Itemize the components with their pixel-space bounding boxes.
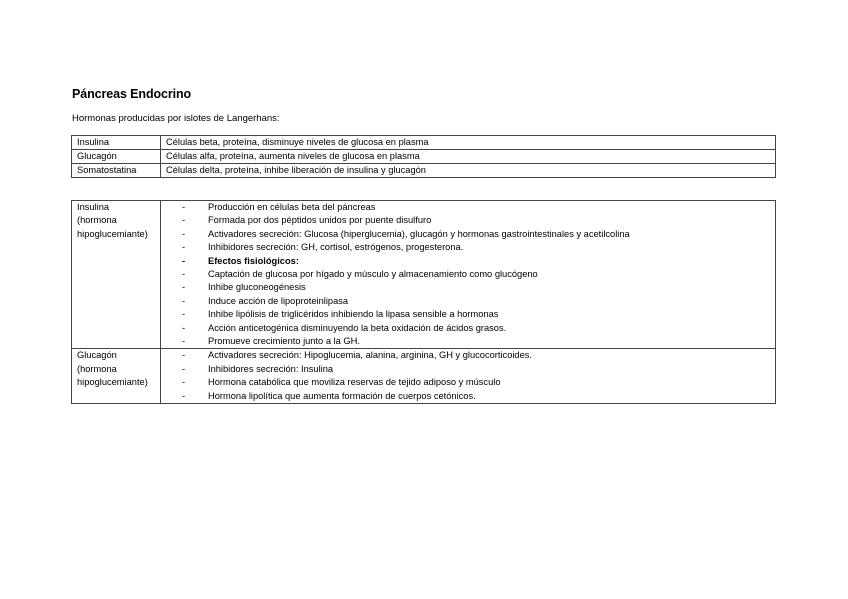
hormone-details-cell bbox=[161, 201, 776, 349]
hormone-name-line: Glucagón bbox=[77, 350, 117, 361]
list-item: - Acción anticetogénica disminuyendo la beta oxidación de ácidos grasos. bbox=[182, 322, 770, 335]
list-item: - Activadores secreción: Glucosa (hiperglucemia), glucagón y hormonas gastrointestinales y acetilcolina bbox=[182, 228, 770, 241]
list-item: - Hormona catabólica que moviliza reservas de tejido adiposo y músculo bbox=[182, 376, 770, 389]
hormone-details-cell bbox=[161, 349, 776, 404]
description-cell: Células alfa, proteína, aumenta niveles de glucosa en plasma bbox=[161, 150, 776, 164]
table-row bbox=[72, 201, 776, 349]
list-item: - Induce acción de lipoproteinlipasa bbox=[182, 295, 770, 308]
details-list bbox=[166, 349, 770, 403]
detail-table bbox=[71, 200, 776, 404]
list-item: - Hormona lipolítica que aumenta formación de cuerpos cetónicos. bbox=[182, 390, 770, 403]
hormone-name-line: (hormona bbox=[77, 215, 117, 226]
table-row bbox=[72, 150, 776, 164]
table-row bbox=[72, 136, 776, 150]
page-subtitle: Hormonas producidas por islotes de Langerhans: bbox=[72, 113, 280, 124]
hormone-name-cell bbox=[72, 201, 161, 349]
hormone-cell: Glucagón bbox=[72, 150, 161, 164]
list-item: - Inhibidores secreción: Insulina bbox=[182, 363, 770, 376]
list-item: - Captación de glucosa por hígado y músculo y almacenamiento como glucógeno bbox=[182, 268, 770, 281]
hormone-name-line: (hormona bbox=[77, 363, 117, 374]
description-cell: Células delta, proteína, inhibe liberación de insulina y glucagón bbox=[161, 164, 776, 178]
list-item: - Promueve crecimiento junto a la GH. bbox=[182, 335, 770, 348]
description-cell: Células beta, proteína, disminuye niveles de glucosa en plasma bbox=[161, 136, 776, 150]
list-item: - Activadores secreción: Hipoglucemia, alanina, arginina, GH y glucocorticoides. bbox=[182, 349, 770, 362]
hormone-name-cell bbox=[72, 349, 161, 404]
hormone-name-line: Insulina bbox=[77, 202, 110, 212]
list-item: - Inhibe gluconeogénesis bbox=[182, 281, 770, 294]
table-row bbox=[72, 164, 776, 178]
hormone-name-line: hipoglucemiante) bbox=[77, 377, 148, 388]
summary-table bbox=[71, 135, 776, 178]
list-item: - Formada por dos péptidos unidos por puente disulfuro bbox=[182, 214, 770, 227]
page-title: Páncreas Endocrino bbox=[72, 87, 192, 101]
list-item: - Inhibidores secreción: GH, cortisol, estrógenos, progesterona. bbox=[182, 241, 770, 254]
table-row bbox=[72, 349, 776, 404]
details-list bbox=[166, 201, 770, 348]
hormone-cell: Insulina bbox=[72, 136, 161, 150]
hormone-name-line: hipoglucemiante) bbox=[77, 228, 148, 239]
list-item: - Producción en células beta del páncreas bbox=[182, 201, 770, 214]
list-item-heading: - Efectos fisiológicos: bbox=[182, 255, 770, 268]
hormone-cell: Somatostatina bbox=[72, 164, 161, 178]
list-item: - Inhibe lipólisis de triglicéridos inhibiendo la lipasa sensible a hormonas bbox=[182, 308, 770, 321]
